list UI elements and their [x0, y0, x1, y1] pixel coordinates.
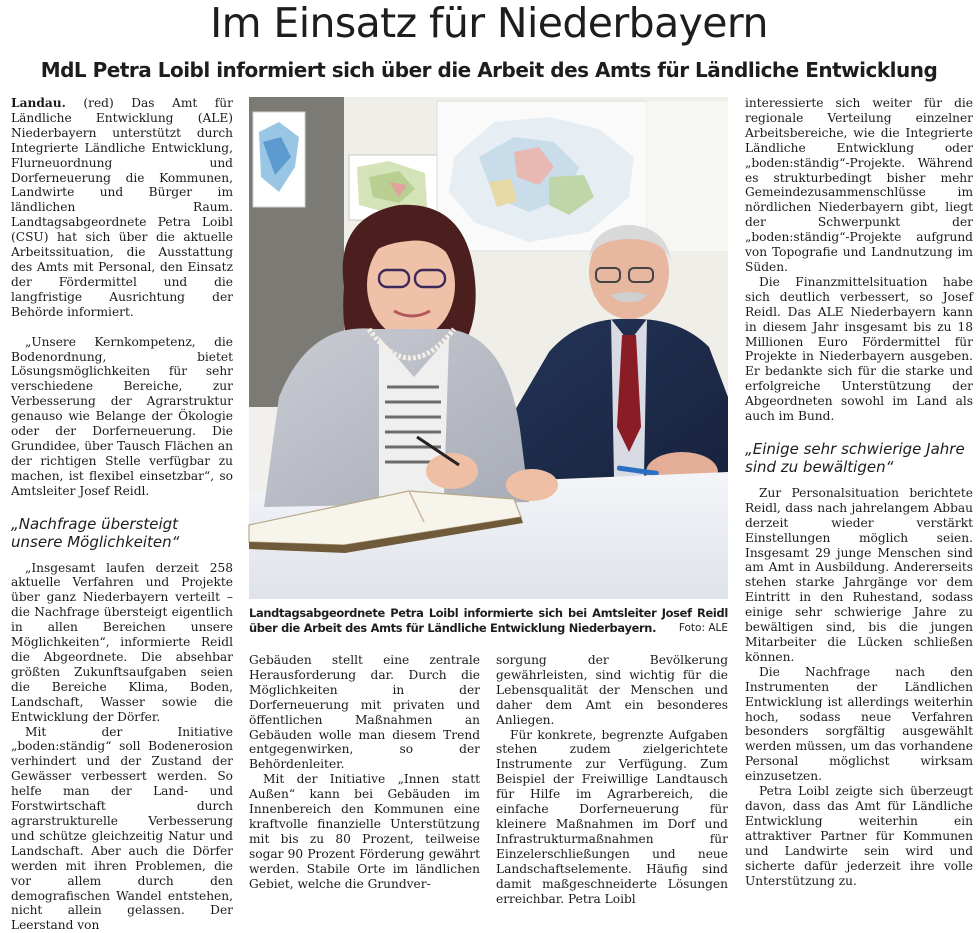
photo-illustration [249, 97, 728, 599]
paragraph: „Unsere Kernkompetenz, die Bodenordnung, bietet Lösungsmöglichkeiten für sehr verschiedene Bereiche, zur Verbesserung der Agrarstruktur genauso wie Belange der Ökologie oder der Dorferneuerung. Die Grundidee, über Tausch Flächen an der richtigen Stelle verfügbar zu machen, ist flexibel einsetzbar“, so Amtsleiter Josef Reidl. [11, 334, 233, 498]
paragraph: Für konkrete, begrenzte Aufgaben stehen zudem zielgerichtete Instrumente zur Verfügung. Zum Beispiel der Freiwillige Landtausch für Hilfe im Agrarbereich, die einfache Dorferneuerung für kleinere Maßnahmen im Dorf und Infrastrukturmaßnahmen für Einzelerschließungen und neue Landschaftselemente. Häufig sind damit maßgeschneiderte Lösungen erreichbar. Petra Loibl [496, 727, 728, 906]
paragraph: Zur Personalsituation berichtete Reidl, dass nach jahrelangem Abbau derzeit wieder verstärkt Einstellungen möglich seien. Insgesamt 29 junge Menschen sind am Amt in Ausbildung. Andererseits stehen starke Jahrgänge vor dem Eintritt in den Ruhestand, sodass einige sehr schwierige Jahre zu bewältigen sind, bis die jungen Mitarbeiter die Lücken schließen können. [745, 485, 973, 664]
section-heading: „Einige sehr schwierige Jahre sind zu bewältigen“ [745, 439, 965, 476]
paragraph: Petra Loibl zeigte sich überzeugt davon, dass das Amt für Ländliche Entwicklung weiterhin ein attraktiver Partner für Kommunen und Landwirte sein wird und sicherte dafür jederzeit ihre volle Unterstützung zu. [745, 784, 973, 888]
paragraph: interessierte sich weiter für die regionale Verteilung einzelner Arbeitsbereiche, wie die Integrierte Ländliche Entwicklung oder „boden:ständig“-Projekte. Während es strukturbedingt bisher mehr Gemeindezusammenschlüsse im nördlichen Niederbayern gibt, liegt der Schwerpunkt der „boden:ständig“-Projekte aufgrund von Topografie und Landnutzung im Süden. [745, 96, 973, 274]
lead-text: (red) Das Amt für Ländliche Entwicklung (ALE) Niederbayern unterstützt durch Integrierte Ländliche Entwicklung, Flurneuordnung und Dorferneuerung die Kommunen, Landwirte und Bürger im ländlichen Raum. Landtagsabgeordnete Petra Loibl (CSU) hat sich über die aktuelle Arbeitssituation, die Ausstattung des Amts mit Personal, den Einsatz der Fördermittel und die langfristige Ausrichtung der Behörde informiert. [11, 96, 233, 319]
paragraph: Die Finanzmittelsituation habe sich deutlich verbessert, so Josef Reidl. Das ALE Niederbayern kann in diesem Jahr insgesamt bis zu 18 Millionen Euro Fördermittel für Projekte in Niederbayern ausgeben. Er bedankte sich für die starke und erfolgreiche Unterstützung der Abgeordneten sowohl im Land als auch im Bund. [745, 274, 973, 424]
paragraph: Die Nachfrage nach den Instrumenten der Ländlichen Entwicklung ist allerdings weiterhin hoch, sodass neue Verfahren besonders sorgfältig ausgewählt werden müssen, um das vorhandene Personal möglichst wirksam einzusetzen. [745, 664, 973, 784]
headline: Im Einsatz für Niederbayern [210, 0, 768, 47]
section-heading: „Nachfrage übersteigt unsere Möglichkeiten“ [11, 514, 180, 551]
lead-paragraph [11, 96, 233, 320]
paragraph: „Insgesamt laufen derzeit 258 aktuelle Verfahren und Projekte über ganz Niederbayern verteilt – die Nachfrage übersteigt eigentlich in allen Bereichen unsere Möglichkeiten“, informierte Reidl die Abgeordnete. Die absehbar größten Zukunftsaufgaben seien die Bereiche Klima, Boden, Landschaft, Wasser sowie die Entwicklung der Dörfer. [11, 560, 233, 724]
paragraph: Gebäuden stellt eine zentrale Herausforderung dar. Durch die Möglichkeiten in der Dorferneuerung mit privaten und öffentlichen Maßnahmen an Gebäuden wolle man diesem Trend entgegenwirken, so der Behördenleiter. [249, 653, 480, 772]
caption-text: Landtagsabgeordnete Petra Loibl informierte sich bei Amtsleiter Josef Reidl über die Arbeit des Amts für Ländliche Entwicklung Niederbayern. [249, 606, 728, 635]
article-column-1 [11, 96, 233, 933]
photo-caption [249, 606, 728, 636]
article-photo [249, 97, 728, 599]
photo-credit: Foto: ALE [678, 622, 728, 634]
paragraph: sorgung der Bevölkerung gewährleisten, sind wichtig für die Lebensqualität der Menschen und daher dem Amt ein besonderes Anliegen. [496, 653, 728, 727]
article-column-2 [249, 653, 480, 894]
article-column-3 [496, 653, 728, 906]
paragraph: Mit der Initiative „boden:ständig“ soll Bodenerosion verhindert und der Zustand der Gewässer verbessert werden. So helfe man der Land- und Forstwirtschaft durch agrarstrukturelle Verbesserung und schütze gleichzeitig Natur und Landschaft. Aber auch die Dörfer werden mit ihren Problemen, die vor allem durch den demografischen Wandel entstehen, nicht allein gelassen. Der Leerstand von [11, 724, 233, 933]
subheadline: MdL Petra Loibl informiert sich über die Arbeit des Amts für Ländliche Entwicklung [40, 58, 938, 82]
paragraph: Mit der Initiative „Innen statt Außen“ kann bei Gebäuden im Innenbereich den Kommunen eine kraftvolle finanzielle Unterstützung mit bis zu 80 Prozent, teilweise sogar 90 Prozent Förderung gewährt werden. Stabile Orte im ländlichen Gebiet, welche die Grundver- [249, 772, 480, 891]
article-column-4 [745, 96, 973, 894]
dateline: Landau. [11, 96, 66, 110]
